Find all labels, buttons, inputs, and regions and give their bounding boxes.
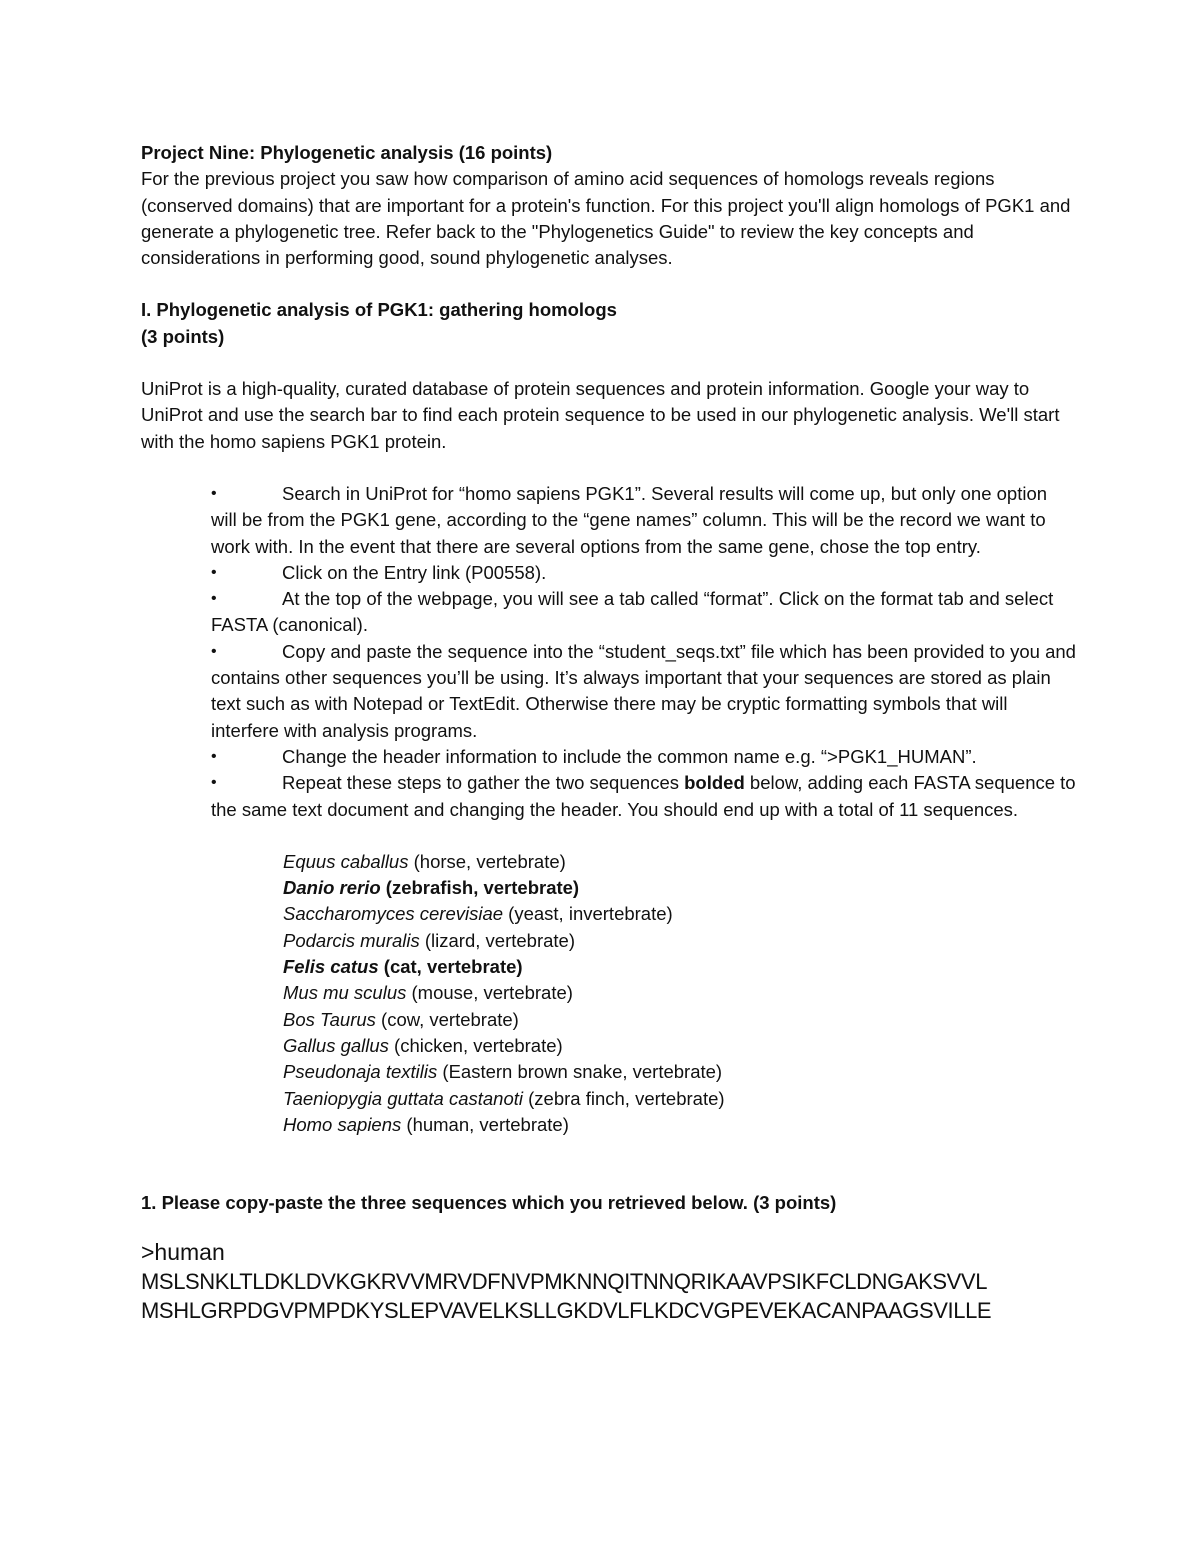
species-common-name: (zebrafish, vertebrate) (380, 877, 580, 899)
species-scientific-name: Felis catus (283, 956, 379, 978)
bullet-icon: • (211, 747, 217, 765)
instruction-text: Change the header information to include the common name e.g. “>PGK1_HUMAN”. (282, 745, 977, 767)
species-common-name: (mouse, vertebrate) (406, 982, 573, 1004)
species-scientific-name: Pseudonaja textilis (283, 1061, 438, 1083)
species-scientific-name: Bos Taurus (283, 1008, 376, 1030)
section-heading: I. Phylogenetic analysis of PGK1: gathering homologs (141, 299, 617, 321)
sequence-block (141, 1238, 1076, 1325)
instruction-text: At the top of the webpage, you will see a tab called “format”. Click on the format tab and select FASTA (canonical). (211, 588, 1054, 636)
species-scientific-name: Homo sapiens (283, 1113, 402, 1135)
spacer (141, 271, 1076, 297)
bullet-icon: • (211, 563, 217, 581)
instruction-text: Search in UniProt for “homo sapiens PGK1”. Several results will come up, but only one option will be from the PGK1 gene, according to the “gene names” column. This will be the record we want to work with. In the event that there are several options from the same gene, chose the top entry. (211, 482, 1048, 557)
instruction-text: Click on the Entry link (P00558). (282, 561, 547, 583)
species-scientific-name: Taeniopygia guttata castanoti (283, 1087, 523, 1109)
bullet-icon: • (211, 774, 217, 792)
species-scientific-name: Podarcis muralis (283, 929, 420, 951)
spacer (141, 1164, 1076, 1190)
species-common-name: (zebra finch, vertebrate) (523, 1087, 725, 1109)
instruction-item (211, 770, 1076, 823)
species-scientific-name: Saccharomyces cerevisiae (283, 903, 504, 925)
species-common-name: (Eastern brown snake, vertebrate) (437, 1061, 723, 1083)
species-item (283, 980, 1076, 1006)
section-body: UniProt is a high-quality, curated database of protein sequences and protein information. Google your way to UniProt and use the search bar to find each protein sequence to be used in our phylogenetic analysis. We'll start with the homo sapiens PGK1 protein. (141, 378, 1060, 452)
species-common-name: (cat, vertebrate) (378, 956, 523, 978)
species-item (283, 1086, 1076, 1112)
bullet-icon: • (211, 484, 217, 502)
instruction-text (211, 770, 1076, 823)
species-common-name: (human, vertebrate) (401, 1113, 569, 1135)
bullet-icon: • (211, 642, 217, 660)
species-item (283, 1059, 1076, 1085)
instruction-text-bold: bolded (684, 772, 745, 794)
sequence-line: MSHLGRPDGVPMPDKYSLEPVAVELKSLLGKDVLFLKDCVGPEVEKACANPAAGSVILLE (141, 1298, 992, 1324)
section-points: (3 points) (141, 325, 225, 347)
species-item (283, 901, 1076, 927)
species-item (283, 954, 1076, 980)
question-1: 1. Please copy-paste the three sequences which you retrieved below. (3 points) (141, 1192, 837, 1214)
instruction-item (211, 560, 1076, 586)
instruction-item (211, 586, 1076, 639)
species-scientific-name: Equus caballus (283, 850, 409, 872)
spacer (141, 823, 1076, 849)
instruction-text-part: Repeat these steps to gather the two sequences (282, 772, 685, 794)
species-common-name: (yeast, invertebrate) (503, 903, 673, 925)
species-item (283, 875, 1076, 901)
species-item (283, 1007, 1076, 1033)
bullet-icon: • (211, 590, 217, 608)
species-common-name: (lizard, vertebrate) (419, 929, 575, 951)
species-scientific-name: Gallus gallus (283, 1034, 389, 1056)
sequence-line: MSLSNKLTLDKLDVKGKRVVMRVDFNVPMKNNQITNNQRIKAAVPSIKFCLDNGAKSVVL (141, 1269, 988, 1295)
species-common-name: (cow, vertebrate) (375, 1008, 519, 1030)
species-item (283, 849, 1076, 875)
sequence-header: >human (141, 1239, 225, 1266)
species-scientific-name: Mus mu sculus (283, 982, 407, 1004)
instruction-item (211, 639, 1076, 744)
instruction-text-part: below, adding each FASTA sequence to the same text document and changing the header. You should end up with a total of 11 sequences. (211, 772, 1076, 820)
instruction-item (211, 744, 1076, 770)
instruction-item (211, 481, 1076, 560)
species-item (283, 1112, 1076, 1138)
species-common-name: (chicken, vertebrate) (388, 1034, 563, 1056)
species-common-name: (horse, vertebrate) (408, 850, 566, 872)
species-item (283, 928, 1076, 954)
species-item (283, 1033, 1076, 1059)
spacer (141, 1138, 1076, 1164)
instruction-list (141, 481, 1076, 823)
spacer (141, 350, 1076, 376)
document-title: Project Nine: Phylogenetic analysis (16 points) (141, 142, 553, 163)
document-page (141, 140, 1076, 1325)
spacer (141, 455, 1076, 481)
species-scientific-name: Danio rerio (283, 877, 381, 899)
instruction-text: Copy and paste the sequence into the “student_seqs.txt” file which has been provided to you and contains other sequences you’ll be using. It’s always important that your sequences are stored as plain text such as with Notepad or TextEdit. Otherwise there may be cryptic formatting symbols that will interfere with analysis programs. (211, 640, 1076, 741)
intro-paragraph: For the previous project you saw how comparison of amino acid sequences of homologs reveals regions (conserved domains) that are important for a protein's function. For this project you'll align homologs of PGK1 and generate a phylogenetic tree. Refer back to the "Phylogenetics Guide" to review the key concepts and considerations in performing good, sound phylogenetic analyses. (141, 168, 1071, 269)
species-list (141, 849, 1076, 1138)
